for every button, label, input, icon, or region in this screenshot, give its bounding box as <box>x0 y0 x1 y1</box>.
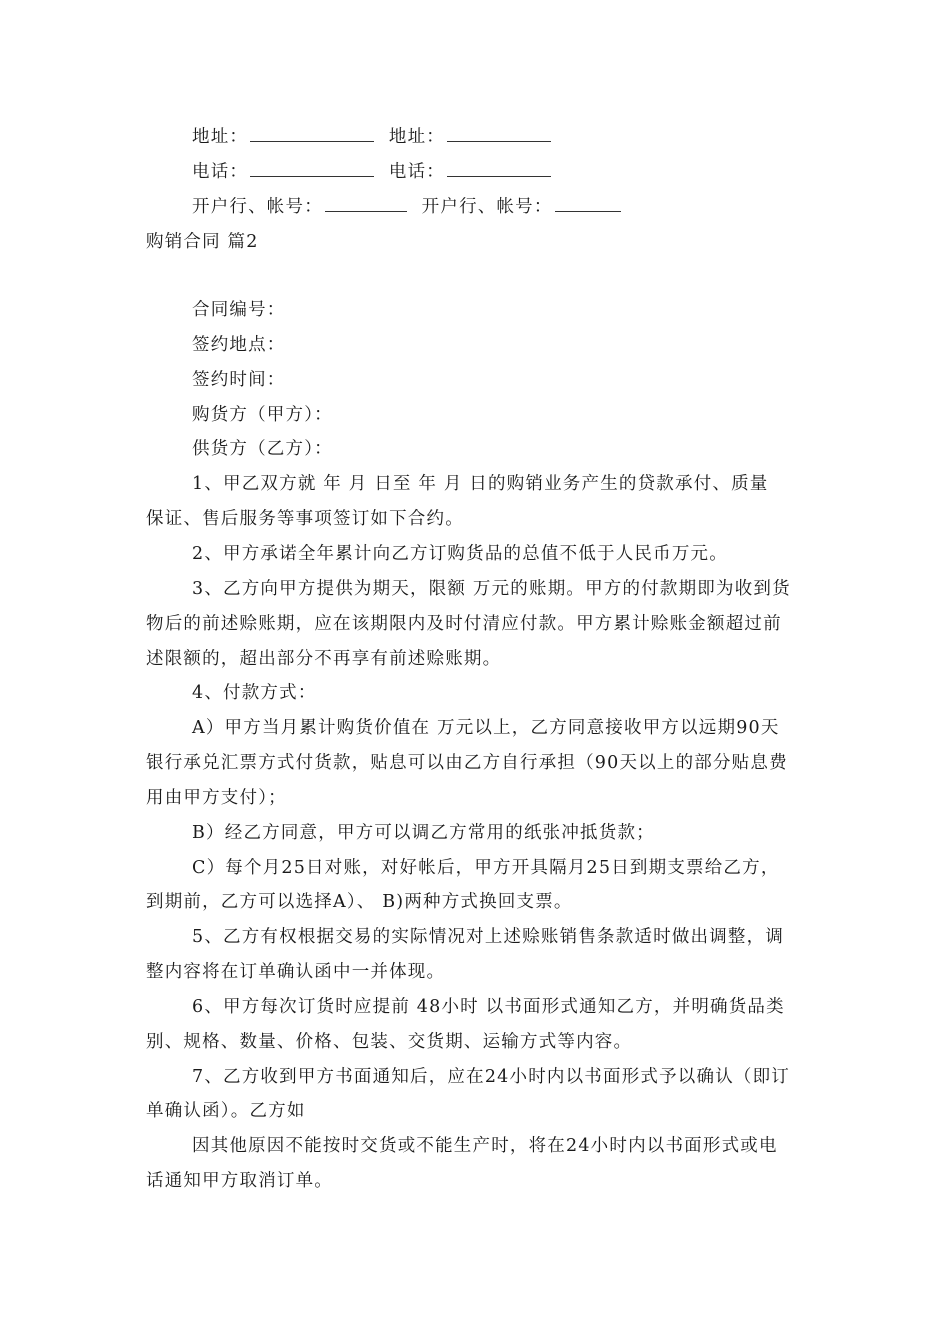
clause-1-line-2: 保证、售后服务等事项签订如下合约。 <box>146 509 464 529</box>
clause-4a-line-1: A）甲方当月累计购货价值在 万元以上，乙方同意接收甲方以远期90天 <box>192 718 780 738</box>
clause-1-line-1: 1、甲乙双方就 年 月 日至 年 月 日的购销业务产生的贷款承付、质量 <box>192 474 769 494</box>
clause-4a-line-3: 用由甲方支付）； <box>146 788 287 808</box>
supplier-field: 供货方（乙方）： <box>192 439 333 459</box>
clause-7-line-2: 单确认函）。乙方如 <box>146 1101 306 1121</box>
clause-5-line-1: 5、乙方有权根据交易的实际情况对上述赊账销售条款适时做出调整，调 <box>192 927 785 947</box>
section-heading: 购销合同 篇2 <box>146 232 259 252</box>
clause-4a-line-2: 银行承兑汇票方式付货款，贴息可以由乙方自行承担（90天以上的部分贴息费 <box>146 753 788 773</box>
contract-no-field: 合同编号： <box>192 300 286 320</box>
clause-4c-line-2: 到期前，乙方可以选择A）、 B)两种方式换回支票。 <box>146 892 573 912</box>
sign-place-field: 签约地点： <box>192 335 286 355</box>
clause-5-line-2: 整内容将在订单确认函中一并体现。 <box>146 962 446 982</box>
phone-label-b: 电话： <box>388 162 445 182</box>
clause-4b-line-1: B）经乙方同意，甲方可以调乙方常用的纸张冲抵货款； <box>192 823 655 843</box>
clause-7-line-1: 7、乙方收到甲方书面通知后，应在24小时内以书面形式予以确认（即订 <box>192 1067 790 1087</box>
clause-8-line-1: 因其他原因不能按时交货或不能生产时，将在24小时内以书面形式或电 <box>192 1136 778 1156</box>
address-label-b: 地址： <box>388 127 445 147</box>
clause-6-line-2: 别、规格、数量、价格、包装、交货期、运输方式等内容。 <box>146 1032 633 1052</box>
clause-2-line-1: 2、甲方承诺全年累计向乙方订购货品的总值不低于人民币万元。 <box>192 544 728 564</box>
bank-label-a: 开户行、帐号： <box>192 197 323 217</box>
clause-3-line-3: 述限额的，超出部分不再享有前述赊账期。 <box>146 649 502 669</box>
bank-blank-a <box>325 195 407 212</box>
phone-blank-b <box>447 160 551 177</box>
phone-label-a: 电话： <box>192 162 249 182</box>
clause-3-line-2: 物后的前述赊账期，应在该期限内及时付清应付款。甲方累计赊账金额超过前 <box>146 614 782 634</box>
clause-4c-line-1: C）每个月25日对账，对好帐后，甲方开具隔月25日到期支票给乙方， <box>192 858 780 878</box>
clause-6-line-1: 6、甲方每次订货时应提前 48小时 以书面形式通知乙方，并明确货品类 <box>192 997 785 1017</box>
clause-4-line-1: 4、付款方式： <box>192 683 317 703</box>
buyer-field: 购货方（甲方）： <box>192 405 333 425</box>
bank-row <box>192 195 629 219</box>
bank-blank-b <box>555 195 621 212</box>
address-label-a: 地址： <box>192 127 249 147</box>
address-blank-a <box>250 125 374 142</box>
clause-8-line-2: 话通知甲方取消订单。 <box>146 1171 333 1191</box>
address-row <box>192 125 559 149</box>
phone-row <box>192 160 559 184</box>
bank-label-b: 开户行、帐号： <box>421 197 553 217</box>
address-blank-b <box>447 125 551 142</box>
sign-time-field: 签约时间： <box>192 370 286 390</box>
phone-blank-a <box>250 160 374 177</box>
clause-3-line-1: 3、乙方向甲方提供为期天，限额 万元的账期。甲方的付款期即为收到货 <box>192 579 791 599</box>
